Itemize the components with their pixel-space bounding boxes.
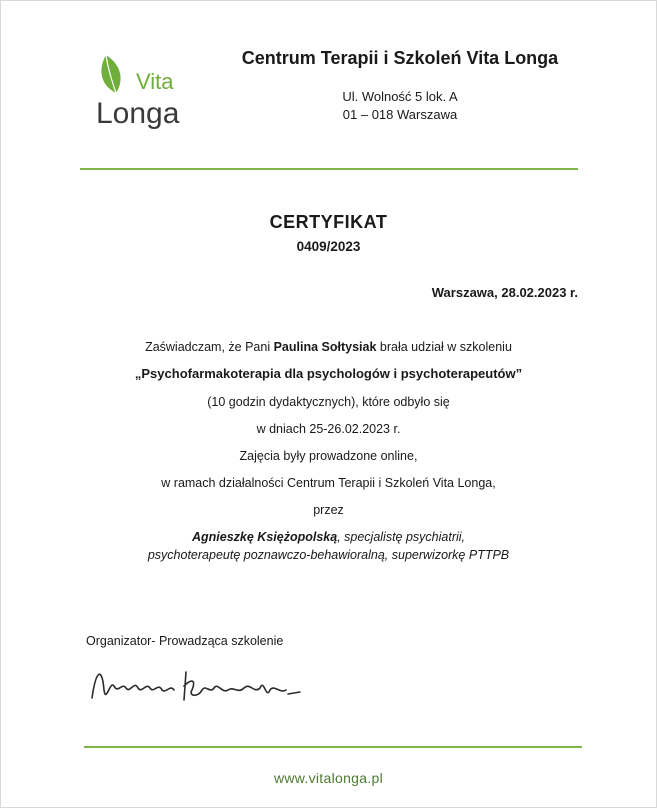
leaf-icon — [101, 55, 120, 93]
trainer-line — [0, 530, 657, 544]
logo-text-vita: Vita — [136, 69, 174, 94]
course-framework: w ramach działalności Centrum Terapii i Szkoleń Vita Longa, — [161, 476, 496, 490]
attestation-line — [0, 340, 657, 354]
attestation-suffix: brała udział w szkoleniu — [376, 340, 512, 354]
address-line-2: 01 – 018 Warszawa — [342, 107, 458, 122]
place-and-date: Warszawa, 28.02.2023 r. — [431, 285, 578, 300]
course-mode: Zajęcia były prowadzone online, — [239, 449, 418, 463]
course-title: „Psychofarmakoterapia dla psychologów i psychoterapeutów” — [134, 366, 523, 381]
course-dates: w dniach 25-26.02.2023 r. — [256, 422, 401, 436]
certificate-title: CERTYFIKAT — [269, 212, 388, 232]
footer-divider — [84, 746, 582, 748]
certificate-number: 0409/2023 — [296, 239, 361, 254]
website-link[interactable]: www.vitalonga.pl — [273, 770, 384, 786]
organization-name: Centrum Terapii i Szkoleń Vita Longa — [241, 48, 559, 68]
trainer-title-1: , specjalistę psychiatrii, — [337, 530, 466, 544]
attestation-prefix: Zaświadczam, że Pani — [145, 340, 274, 354]
by-label: przez — [313, 503, 344, 517]
vita-longa-logo — [94, 55, 192, 133]
logo-text-longa: Longa — [96, 97, 180, 130]
trainer-name: Agnieszkę Księżopolską — [191, 530, 338, 544]
organization-address — [200, 88, 600, 124]
organizer-label: Organizator- Prowadząca szkolenie — [86, 634, 284, 648]
handwritten-signature — [88, 660, 302, 710]
address-line-1: Ul. Wolność 5 lok. A — [342, 89, 458, 104]
header-divider — [80, 168, 578, 170]
trainer-title-2: psychoterapeutę poznawczo-behawioralną, superwizorkę PTTPB — [147, 548, 510, 562]
participant-name: Paulina Sołtysiak — [273, 340, 377, 354]
course-hours: (10 godzin dydaktycznych), które odbyło się — [207, 395, 450, 409]
